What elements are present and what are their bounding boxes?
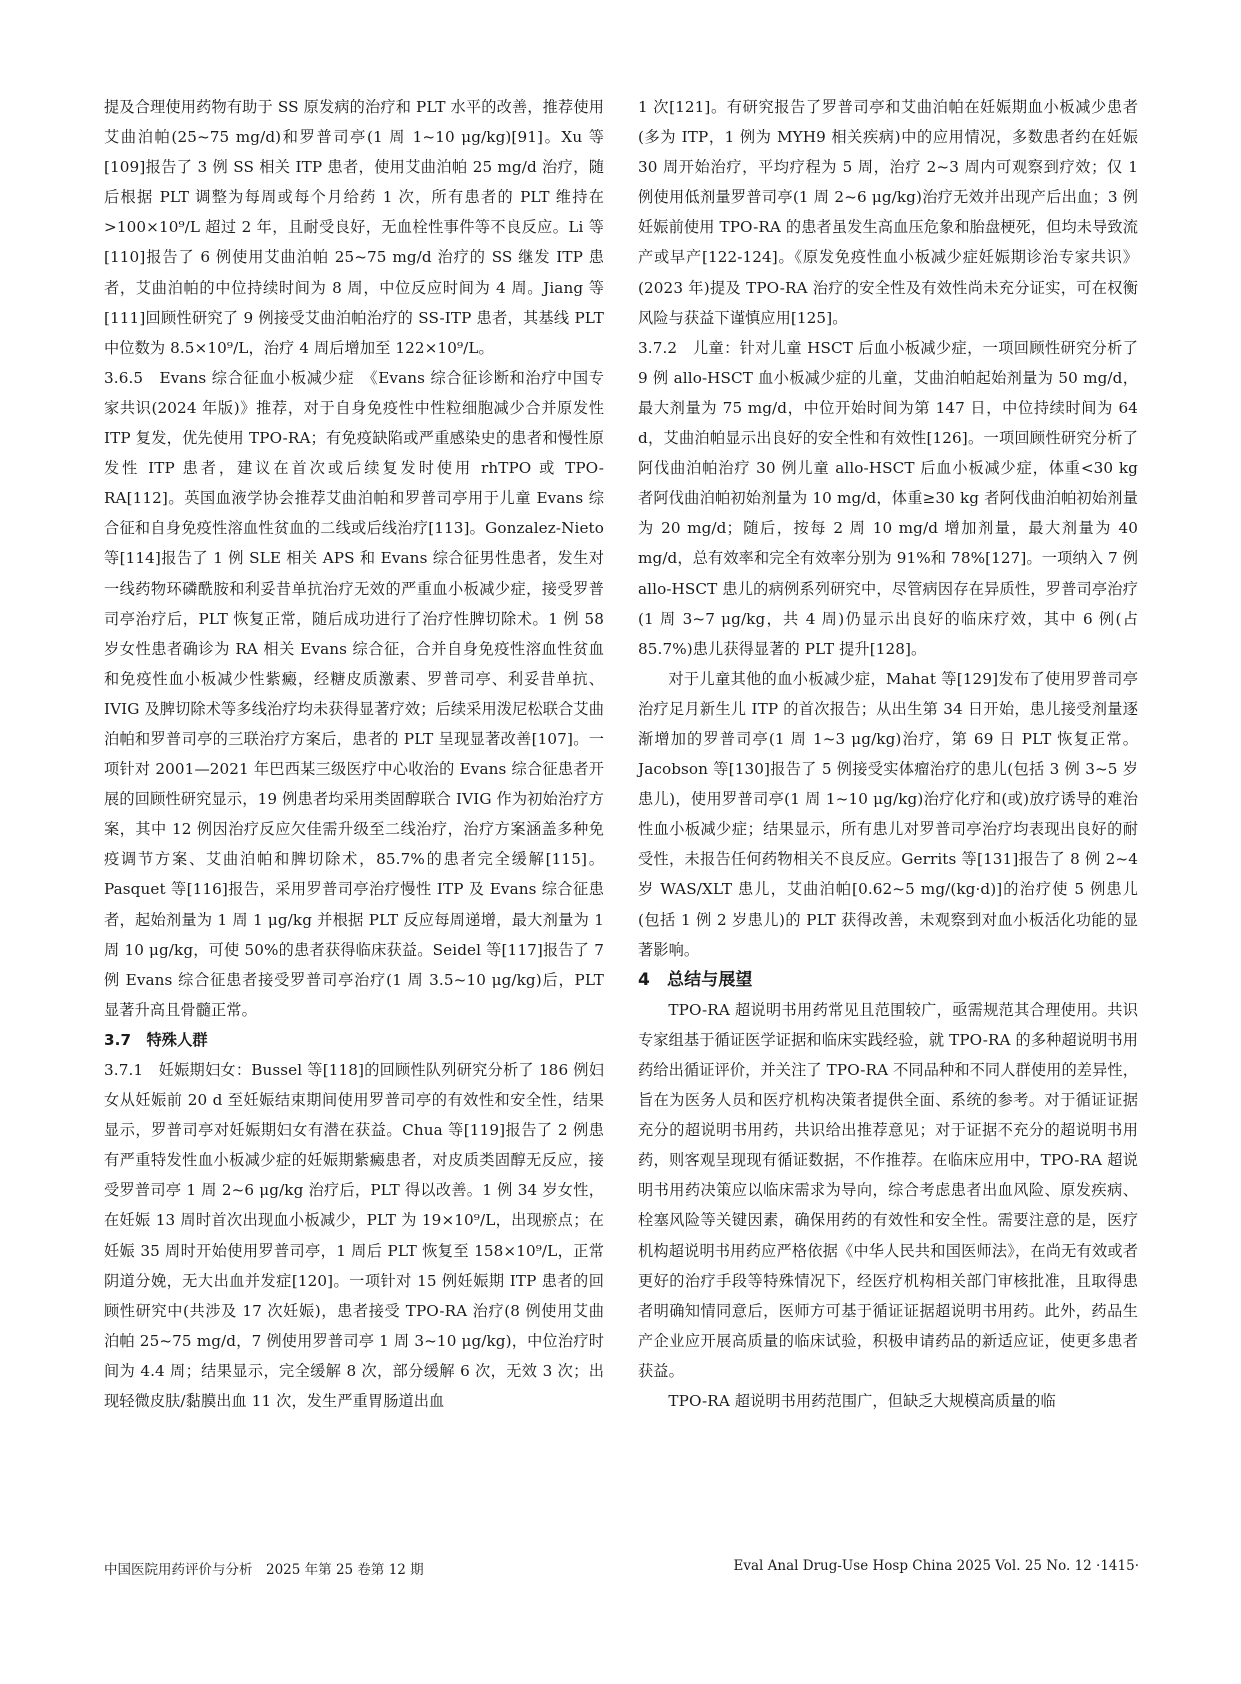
paragraph: TPO-RA 超说明书用药范围广，但缺乏大规模高质量的临 <box>668 1392 1056 1411</box>
left-column <box>104 92 604 1416</box>
footer-journal-name: 中国医院用药评价与分析 2025 年第 25 卷第 12 期 <box>104 1562 424 1578</box>
right-column <box>638 92 1138 1416</box>
paragraph: 提及合理使用药物有助于 SS 原发病的治疗和 PLT 水平的改善，推荐使用艾曲泊帕(25~75 mg/d)和罗普司亭(1 周 1~10 μg/kg)[91]。Xu 等[109]报告了 3 例 SS 相关 ITP 患者，使用艾曲泊帕 25 mg/d 治疗，随后根据 PLT 调整为每周或每个月给药 1 次，所有患者的 PLT 维持在>100×10⁹/L 超过 2 年，且耐受良好，无血栓性事件等不良反应。Li 等[110]报告了 6 例使用艾曲泊帕 25~75 mg/d 治疗的 SS 继发 ITP 患者，艾曲泊帕的中位持续时间为 8 周，中位反应时间为 4 周。Jiang 等[111]回顾性研究了 9 例接受艾曲泊帕治疗的 SS-ITP 患者，其基线 PLT 中位数为 8.5×10⁹/L，治疗 4 周后增加至 122×10⁹/L。 <box>104 98 604 357</box>
section-heading-special-populations: 3.7 特殊人群 <box>104 1030 208 1049</box>
footer-citation-page: Eval Anal Drug-Use Hosp China 2025 Vol. 25 No. 12 ·1415· <box>733 1558 1139 1574</box>
paragraph: 对于儿童其他的血小板减少症，Mahat 等[129]发布了使用罗普司亭治疗足月新生儿 ITP 的首次报告；从出生第 34 日开始，患儿接受剂量逐渐增加的罗普司亭(1 周 1~3 μg/kg)治疗，第 69 日 PLT 恢复正常。Jacobson 等[130]报告了 5 例接受实体瘤治疗的患儿(包括 3 例 3~5 岁患儿)，使用罗普司亭(1 周 1~10 μg/kg)治疗化疗和(或)放疗诱导的难治性血小板减少症；结果显示，所有患儿对罗普司亭治疗均表现出良好的耐受性，未报告任何药物相关不良反应。Gerrits 等[131]报告了 8 例 2~4 岁 WAS/XLT 患儿，艾曲泊帕[0.62~5 mg/(kg·d)]的治疗使 5 例患儿(包括 1 例 2 岁患儿)的 PLT 获得改善，未观察到对血小板活化功能的显著影响。 <box>638 669 1138 959</box>
paragraph-pregnancy: 3.7.1 妊娠期妇女：Bussel 等[118]的回顾性队列研究分析了 186 例妇女从妊娠前 20 d 至妊娠结束期间使用罗普司亭的有效性和安全性，结果显示，罗普司亭对妊娠期妇女有潜在获益。Chua 等[119]报告了 2 例患有严重特发性血小板减少症的妊娠期紫癜患者，对皮质类固醇无反应，接受罗普司亭 1 周 2~6 μg/kg 治疗后，PLT 得以改善。1 例 34 岁女性，在妊娠 13 周时首次出现血小板减少，PLT 为 19×10⁹/L，出现瘀点；在妊娠 35 周时开始使用罗普司亭，1 周后 PLT 恢复至 158×10⁹/L，正常阴道分娩，无大出血并发症[120]。一项针对 15 例妊娠期 ITP 患者的回顾性研究中(共涉及 17 次妊娠)，患者接受 TPO-RA 治疗(8 例使用艾曲泊帕 25~75 mg/d，7 例使用罗普司亭 1 周 3~10 μg/kg)，中位治疗时间为 4.4 周；结果显示，完全缓解 8 次，部分缓解 6 次，无效 3 次；出现轻微皮肤/黏膜出血 11 次，发生严重胃肠道出血 <box>104 1061 604 1411</box>
paragraph: 1 次[121]。有研究报告了罗普司亭和艾曲泊帕在妊娠期血小板减少患者(多为 ITP，1 例为 MYH9 相关疾病)中的应用情况，多数患者约在妊娠 30 周开始治疗，平均疗程为 5 周，治疗 2~3 周内可观察到疗效；仅 1 例使用低剂量罗普司亭(1 周 2~6 μg/kg)治疗无效并出现产后出血；3 例妊娠前使用 TPO-RA 的患者虽发生高血压危象和胎盘梗死，但均未导致流产或早产[122-124]。《原发免疫性血小板减少症妊娠期诊治专家共识》(2023 年)提及 TPO-RA 治疗的安全性及有效性尚未充分证实，可在权衡风险与获益下谨慎应用[125]。 <box>638 98 1138 327</box>
paragraph-children: 3.7.2 儿童：针对儿童 HSCT 后血小板减少症，一项回顾性研究分析了 9 例 allo-HSCT 血小板减少症的儿童，艾曲泊帕起始剂量为 50 mg/d，最大剂量为 75 mg/d，中位开始时间为第 147 日，中位持续时间为 64 d，艾曲泊帕显示出良好的安全性和有效性[126]。一项回顾性研究分析了阿伐曲泊帕治疗 30 例儿童 allo-HSCT 后血小板减少症，体重<30 kg 者阿伐曲泊帕初始剂量为 10 mg/d，体重≥30 kg 者阿伐曲泊帕初始剂量为 20 mg/d；随后，按每 2 周 10 mg/d 增加剂量，最大剂量为 40 mg/d，总有效率和完全有效率分别为 91%和 78%[127]。一项纳入 7 例 allo-HSCT 患儿的病例系列研究中，尽管病因存在异质性，罗普司亭治疗(1 周 3~7 μg/kg，共 4 周)仍显示出良好的临床疗效，其中 6 例(占 85.7%)患儿获得显著的 PLT 提升[128]。 <box>638 338 1138 658</box>
section-heading-summary: 4 总结与展望 <box>638 969 753 990</box>
paragraph-evans-syndrome: 3.6.5 Evans 综合征血小板减少症 《Evans 综合征诊断和治疗中国专家共识(2024 年版)》推荐，对于自身免疫性中性粒细胞减少合并原发性 ITP 复发，优先使用 TPO-RA；有免疫缺陷或严重感染史的患者和慢性原发性 ITP 患者，建议在首次或后续复发时使用 rhTPO 或 TPO-RA[112]。英国血液学协会推荐艾曲泊帕和罗普司亭用于儿童 Evans 综合征和自身免疫性溶血性贫血的二线或后线治疗[113]。Gonzalez-Nieto 等[114]报告了 1 例 SLE 相关 APS 和 Evans 综合征男性患者，发生对一线药物环磷酰胺和利妥昔单抗治疗无效的严重血小板减少症，接受罗普司亭治疗后，PLT 恢复正常，随后成功进行了治疗性脾切除术。1 例 58 岁女性患者确诊为 RA 相关 Evans 综合征，合并自身免疫性溶血性贫血和免疫性血小板减少性紫癜，经糖皮质激素、罗普司亭、利妥昔单抗、IVIG 及脾切除术等多线治疗均未获得显著疗效；后续采用泼尼松联合艾曲泊帕和罗普司亭的三联治疗方案后，患者的 PLT 呈现显著改善[107]。一项针对 2001—2021 年巴西某三级医疗中心收治的 Evans 综合征患者开展的回顾性研究显示，19 例患者均采用类固醇联合 IVIG 作为初始治疗方案，其中 12 例因治疗反应欠佳需升级至二线治疗，治疗方案涵盖多种免疫调节方案、艾曲泊帕和脾切除术，85.7%的患者完全缓解[115]。Pasquet 等[116]报告，采用罗普司亭治疗慢性 ITP 及 Evans 综合征患者，起始剂量为 1 周 1 μg/kg 并根据 PLT 反应每周递增，最大剂量为 1 周 10 μg/kg，可使 50%的患者获得临床获益。Seidel 等[117]报告了 7 例 Evans 综合征患者接受罗普司亭治疗(1 周 3.5~10 μg/kg)后，PLT 显著升高且骨髓正常。 <box>104 368 604 1019</box>
paragraph: TPO-RA 超说明书用药常见且范围较广，亟需规范其合理使用。共识专家组基于循证医学证据和临床实践经验，就 TPO-RA 的多种超说明书用药给出循证评价，并关注了 TPO-RA 不同品种和不同人群使用的差异性，旨在为医务人员和医疗机构决策者提供全面、系统的参考。对于循证证据充分的超说明书用药，共识给出推荐意见；对于证据不充分的超说明书用药，则客观呈现现有循证数据，不作推荐。在临床应用中，TPO-RA 超说明书用药决策应以临床需求为导向，综合考虑患者出血风险、原发疾病、栓塞风险等关键因素，确保用药的有效性和安全性。需要注意的是，医疗机构超说明书用药应严格依据《中华人民共和国医师法》，在尚无有效或者更好的治疗手段等特殊情况下，经医疗机构相关部门审核批准，且取得患者明确知情同意后，医师方可基于循证证据超说明书用药。此外，药品生产企业应开展高质量的临床试验，积极申请药品的新适应证，使更多患者获益。 <box>638 1000 1138 1380</box>
